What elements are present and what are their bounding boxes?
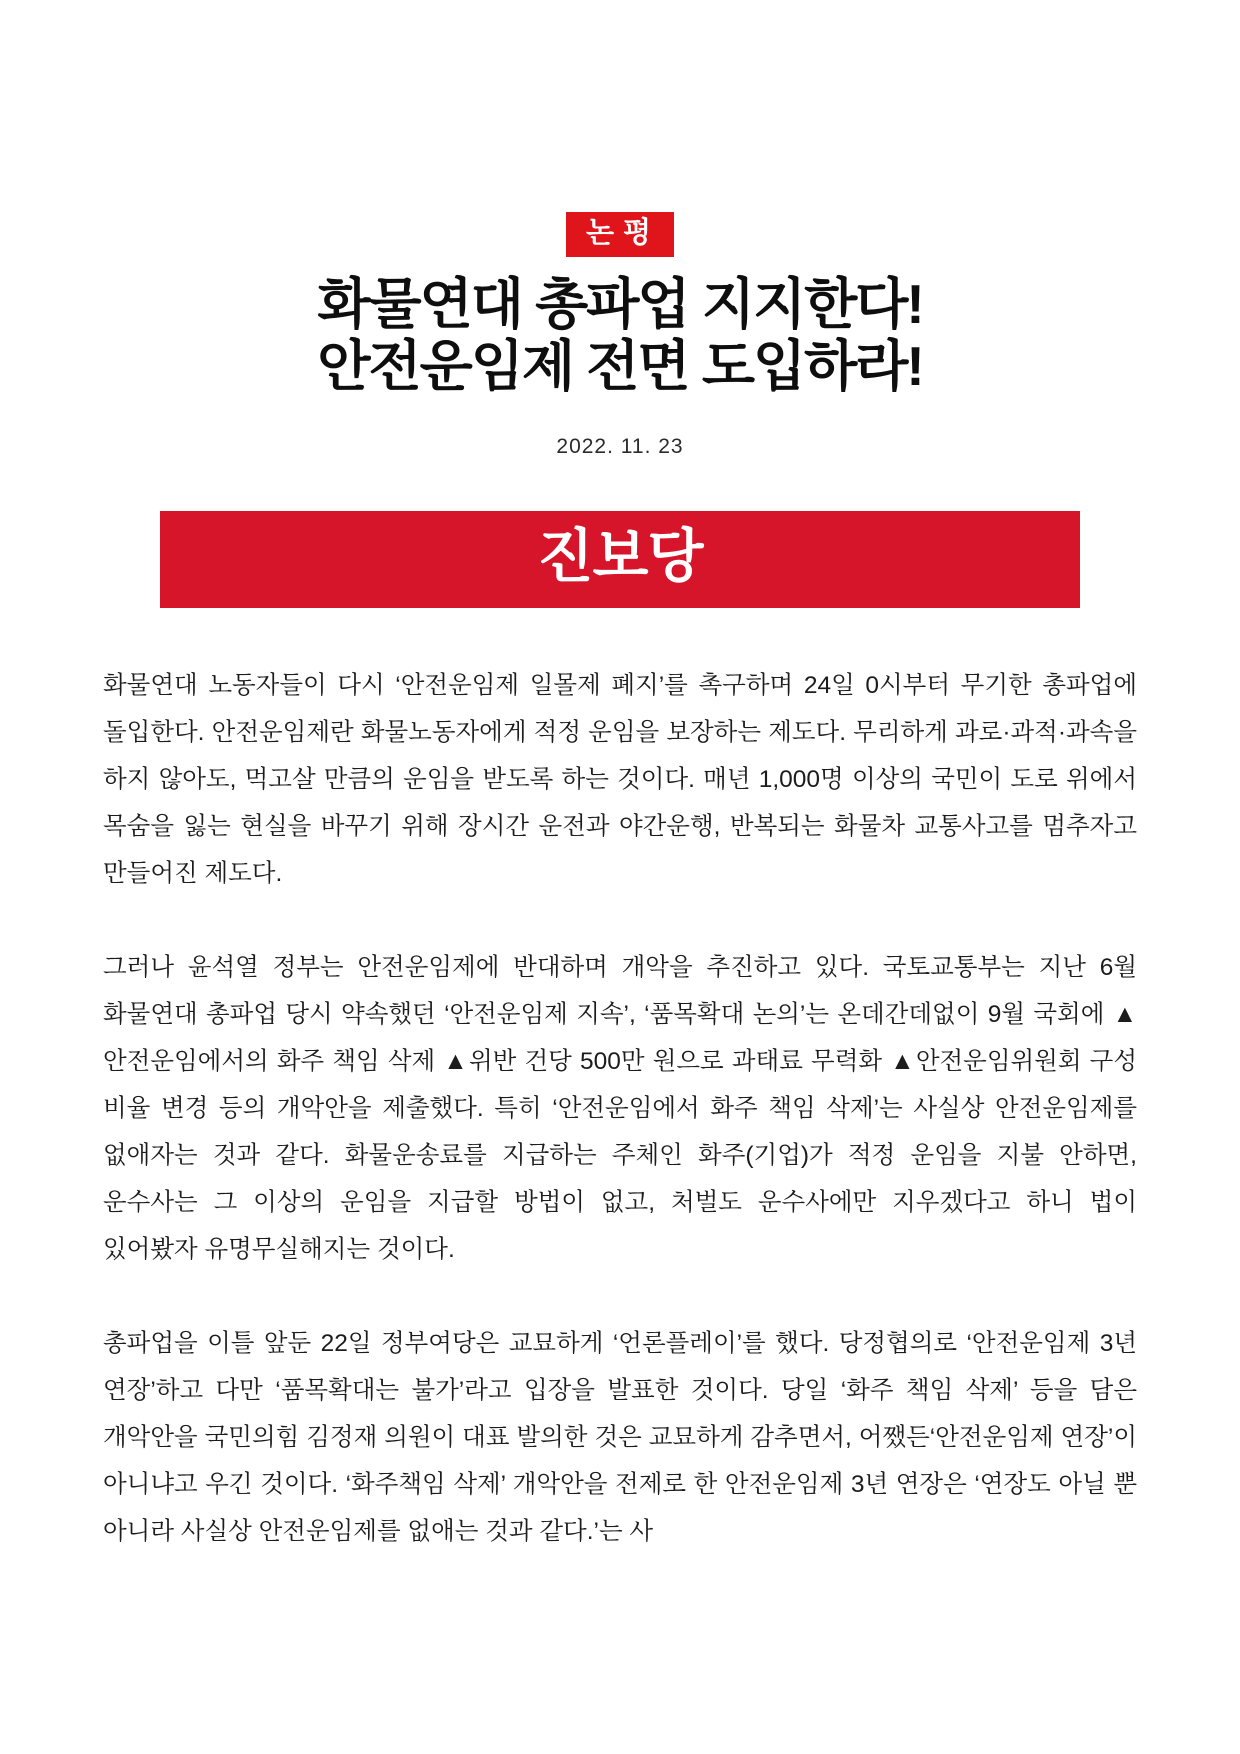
body-paragraph-1: 화물연대 노동자들이 다시 ‘안전운임제 일몰제 폐지’를 촉구하며 24일 0시부터 무기한 총파업에 돌입한다. 안전운임제란 화물노동자에게 적정 운임을 보장하는 제도다. 무리하게 과로·과적·과속을 하지 않아도, 먹고살 만큼의 운임을 받도록 하는 것이다. 매년 1,000명 이상의 국민이 도로 위에서 목숨을 잃는 현실을 바꾸기 위해 장시간 운전과 야간운행, 반복되는 화물차 교통사고를 멈추자고 만들어진 제도다. [103,671,1137,887]
party-logo: 진보당 [537,524,703,590]
document-title-line1: 화물연대 총파업 지지한다! [317,272,923,335]
document-body [103,662,1137,1555]
body-paragraph-3: 총파업을 이틀 앞둔 22일 정부여당은 교묘하게 ‘언론플레이’를 했다. 당정협의로 ‘안전운임제 3년 연장’하고 다만 ‘품목확대는 불가’라고 입장을 발표한 것이다. 당일 ‘화주 책임 삭제’ 등을 담은 개악안을 국민의힘 김정재 의원이 대표 발의한 것은 교묘하게 감추면서, 어쨌든‘안전운임제 연장’이 아니냐고 우긴 것이다. ‘화주책임 삭제’ 개악안을 전제로 한 안전운임제 3년 연장은 ‘연장도 아닐 뿐 아니라 사실상 안전운임제를 없애는 것과 같다.’는 사 [103,1329,1137,1545]
body-paragraph-2: 그러나 윤석열 정부는 안전운임제에 반대하며 개악을 추진하고 있다. 국토교통부는 지난 6월 화물연대 총파업 당시 약속했던 ‘안전운임제 지속’, ‘품목확대 논의’는 온데간데없이 9월 국회에 ▲안전운임에서의 화주 책임 삭제 ▲위반 건당 500만 원으로 과태료 무력화 ▲안전운임위원회 구성 비율 변경 등의 개악안을 제출했다. 특히 ‘안전운임에서 화주 책임 삭제’는 사실상 안전운임제를 없애자는 것과 같다. 화물운송료를 지급하는 주체인 화주(기업)가 적정 운임을 지불 안하면, 운수사는 그 이상의 운임을 지급할 방법이 없고, 처벌도 운수사에만 지우겠다고 하니 법이 있어봤자 유명무실해지는 것이다. [103,953,1137,1263]
party-logo-banner [160,511,1080,608]
document-title [0,273,1240,397]
category-badge: 논평 [566,212,674,257]
badge-row [0,212,1240,257]
document-date: 2022. 11. 23 [556,434,684,458]
document-title-line2: 안전운임제 전면 도입하라! [317,334,923,397]
